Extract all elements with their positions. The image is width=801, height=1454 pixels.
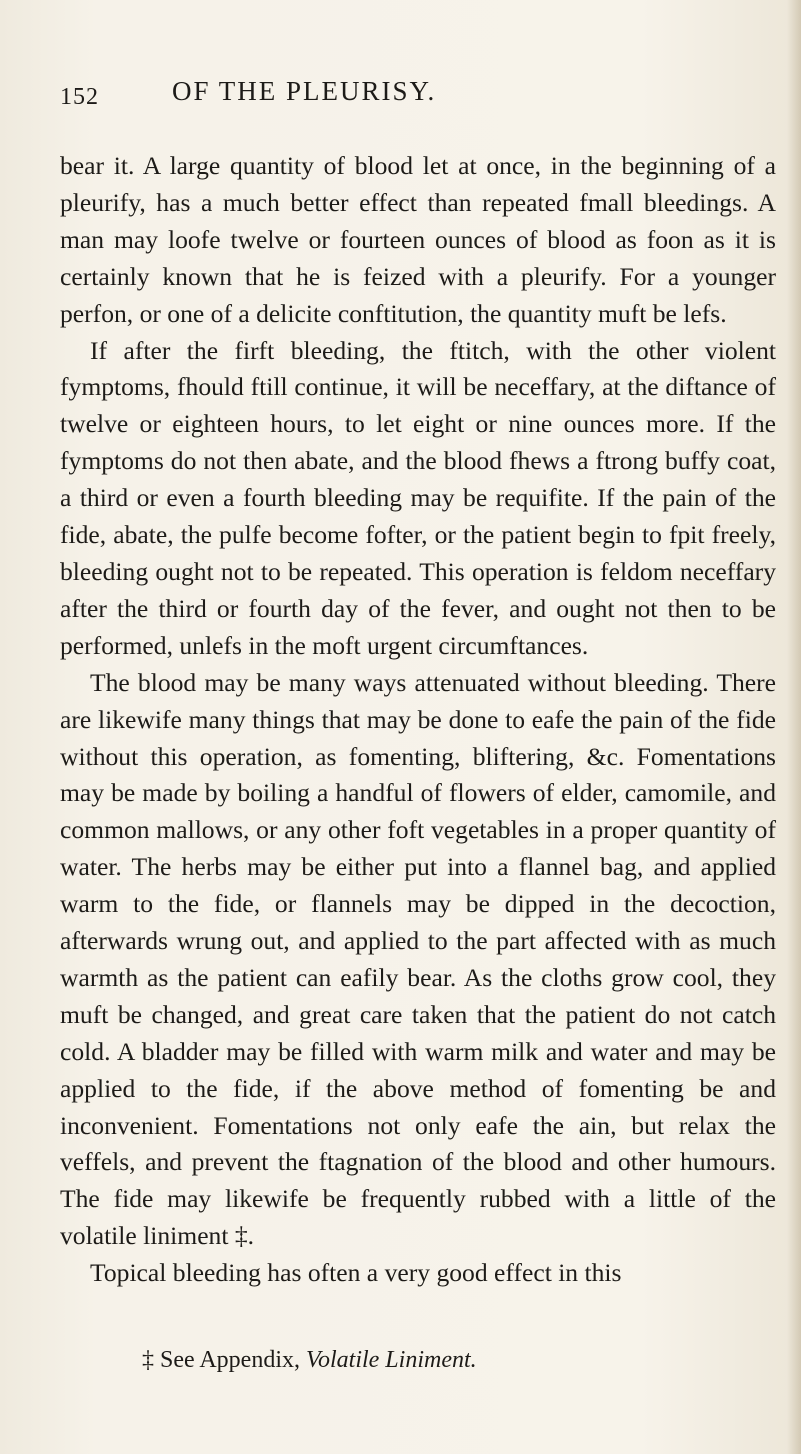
footnote-marker: ‡ <box>142 1347 154 1373</box>
paragraph-4: Topical bleeding has often a very good effect in this <box>90 1258 622 1288</box>
running-title: OF THE PLEURISY. <box>172 76 437 106</box>
page-number: 152 <box>60 84 99 110</box>
body-text <box>60 148 776 1292</box>
paragraph-2: If after the firft bleeding, the ftitch, with the other violent fymptoms, fhould ftill continue, it will be neceffary, at the diftance of twelve or eighteen hours, to let eight or nine ounces more. If the fymptoms do not then abate, and the blood fhews a ftrong buffy coat, a third or even a fourth bleeding may be requifite. If the pain of the fide, abate, the pulfe become fofter, or the patient begin to fpit freely, bleeding ought not to be repeated. This operation is feldom neceffary after the third or fourth day of the fever, and ought not then to be performed, unlefs in the moft urgent circumftances. <box>60 335 776 660</box>
running-head <box>60 62 760 110</box>
paragraph-1: bear it. A large quantity of blood let at once, in the beginning of a pleurify, has a much better effect than repeated fmall bleedings. A man may loofe twelve or fourteen ounces of blood as foon as it is certainly known that he is feized with a pleurify. For a younger perfon, or one of a delicite conftitution, the quantity muft be lefs. <box>60 151 776 328</box>
footnote <box>142 1347 477 1374</box>
footnote-title: Volatile Liniment. <box>305 1347 477 1373</box>
footnote-prefix: See Appendix, <box>160 1347 300 1373</box>
page-edge-shadow <box>787 0 801 1454</box>
paragraph-3: The blood may be many ways attenuated without bleeding. There are likewife many things that may be done to eafe the pain of the fide without this operation, as fomenting, bliftering, &c. Fomentations may be made by boiling a handful of flowers of elder, camomile, and common mallows, or any other foft vegetables in a proper quantity of water. The herbs may be either put into a flannel bag, and applied warm to the fide, or flannels may be dipped in the decoction, afterwards wrung out, and applied to the part affected with as much warmth as the patient can eafily bear. As the cloths grow cool, they muft be changed, and great care taken that the patient do not catch cold. A bladder may be filled with warm milk and water and may be applied to the fide, if the above method of fomenting be and inconvenient. Fomentations not only eafe the ain, but relax the veffels, and prevent the ftagnation of the blood and other humours. The fide may likewife be frequently rubbed with a little of the volatile liniment ‡. <box>60 667 776 1251</box>
